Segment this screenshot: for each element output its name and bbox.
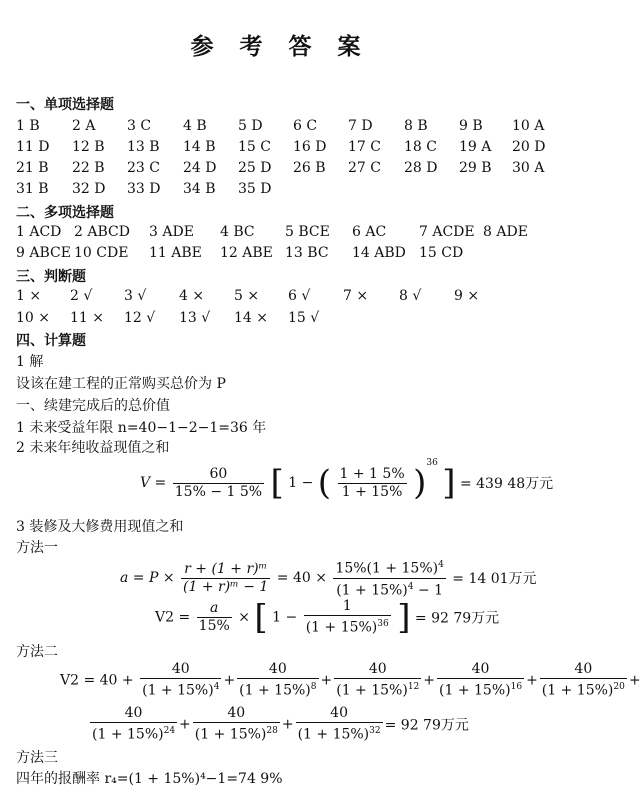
eq3-den: 15% [198, 617, 230, 634]
answer-item: 11 D [16, 139, 50, 155]
answer-item: 8 B [404, 118, 428, 134]
answer-item: 5 BCE [285, 224, 330, 240]
equation-a [120, 557, 537, 599]
sum-term-exp: 16 [510, 682, 523, 692]
answer-item: 12 √ [124, 310, 156, 326]
eq2-den2: (1 + 15%) [336, 582, 408, 599]
sum-term-exp: 8 [310, 682, 317, 692]
answer-item: 9 ABCE [16, 245, 71, 261]
answer-row [16, 160, 556, 178]
sum-term-base: (1 + 15%) [92, 726, 164, 743]
answer-row [16, 139, 556, 157]
calc-item2: 2 未来年纯收益现值之和 [16, 440, 170, 456]
plus-sign: + [320, 672, 333, 689]
sum-term-base: (1 + 15%) [239, 682, 311, 699]
eq2-den: (1 + r)ᵐ − 1 [183, 578, 269, 595]
answer-item: 10 A [512, 118, 545, 134]
answer-item: 15 √ [288, 310, 320, 326]
method1-label: 方法一 [16, 540, 58, 556]
plus-sign: + [526, 672, 538, 689]
eq1-inner-num: 1 + 1 5% [339, 465, 405, 482]
answer-item: 16 D [293, 139, 327, 155]
answer-item: 13 √ [179, 310, 211, 326]
answer-item: 33 D [127, 181, 161, 197]
answer-item: 8 √ [399, 288, 422, 304]
answer-item: 15 C [238, 139, 271, 155]
sum-term-num: 40 [237, 661, 318, 679]
eq2-den2-exp: 4 [407, 581, 414, 592]
answer-item: 7 D [348, 118, 373, 134]
eq3-result: = 92 79万元 [414, 610, 500, 627]
eq3-den2-exp: 36 [377, 619, 389, 629]
calc-item1: 1 未来受益年限 n=40−1−2−1=36 年 [16, 420, 267, 436]
sum-term [140, 661, 221, 700]
eq1-exp: 36 [426, 458, 438, 468]
equation-v: V = $\frac{60}{15\% - 1 5\%}$ [ 1 − ( $\frac{1 + 1 5\%}{1 + 15\%}$ )$^{36}$ ] = 439 48万元 [140, 458, 554, 503]
answer-item: 10 CDE [74, 245, 129, 261]
answer-row [16, 310, 556, 328]
calc-part1: 一、续建完成后的总价值 [16, 398, 170, 414]
answer-row [16, 118, 556, 136]
section-multi-choice: 二、多项选择题 [16, 205, 114, 221]
eq1-result: = 439 48万元 [459, 476, 554, 492]
answer-item: 23 C [127, 160, 160, 176]
method3-label: 方法三 [16, 750, 58, 766]
answer-item: 4 B [183, 118, 207, 134]
sum-term-base: (1 + 15%) [439, 682, 511, 699]
sum-term-exp: 20 [613, 682, 625, 692]
answer-row [16, 224, 556, 242]
answer-item: 32 D [72, 181, 106, 197]
answer-item: 22 B [72, 160, 105, 176]
answer-item: 1 B [16, 118, 40, 134]
sum-term [437, 661, 524, 700]
answer-item: 9 × [454, 288, 480, 304]
sum-term [193, 705, 280, 744]
eq2-result: = 14 01万元 [452, 571, 537, 588]
sum-term [237, 661, 318, 700]
answer-item: 18 C [404, 139, 437, 155]
answer-row [16, 245, 556, 263]
answer-item: 6 √ [288, 288, 311, 304]
eq2-mid: = 40 × [276, 570, 327, 587]
sum-term-base: (1 + 15%) [142, 682, 214, 699]
answer-item: 27 C [348, 160, 381, 176]
plus-sign: + [179, 716, 191, 733]
sum-term-num: 40 [437, 661, 524, 679]
answer-item: 12 ABE [220, 245, 273, 261]
answer-item: 20 D [512, 139, 546, 155]
answer-item: 13 BC [285, 245, 329, 261]
eq3-den2: (1 + 15%) [305, 619, 378, 636]
answer-item: 26 B [293, 160, 326, 176]
answer-item: 13 B [127, 139, 160, 155]
eq2-lhs: a = P × [120, 570, 175, 587]
answer-item: 9 B [459, 118, 483, 134]
answer-item: 35 D [238, 181, 272, 197]
answer-item: 24 D [183, 160, 217, 176]
calc-item3: 3 装修及大修费用现值之和 [16, 519, 184, 535]
plus-sign: + [281, 716, 294, 733]
answer-item: 3 √ [124, 288, 147, 304]
answer-row [16, 288, 556, 306]
answer-item: 14 × [234, 310, 268, 326]
answer-item: 2 √ [70, 288, 93, 304]
sum-term-exp: 4 [213, 682, 220, 692]
answer-item: 2 A [72, 118, 96, 134]
plus-sign: + [423, 672, 436, 689]
answer-item: 3 ADE [149, 224, 194, 240]
eq2-den2-tail: − 1 [413, 582, 444, 599]
sum-term-num: 40 [140, 661, 221, 679]
sum-term [334, 661, 421, 700]
eq1-one-minus: 1 − [288, 475, 314, 491]
rate-line: 四年的报酬率 r₄=(1 + 15%)⁴−1=74 9% [16, 771, 283, 787]
answer-item: 3 C [127, 118, 152, 134]
sum-term-base: (1 + 15%) [541, 682, 614, 699]
section-single-choice: 一、单项选择题 [16, 97, 114, 113]
eq3-one-minus: 1 − [272, 609, 298, 626]
eq3-num: a [197, 600, 232, 618]
section-judge: 三、判断题 [16, 269, 86, 285]
answer-row [16, 181, 556, 199]
answer-item: 6 C [293, 118, 318, 134]
equation-v2: V2 = $\frac{a}{15\%}$ × [ 1 − $\frac{1}{(1 + 15\%)^{36}}$ ] = 92 79万元 [155, 597, 500, 638]
eq1-num: 60 [173, 466, 264, 484]
method2-label: 方法二 [16, 644, 58, 660]
answer-item: 25 D [238, 160, 272, 176]
eq1-inner-den: 1 + 15% [341, 483, 403, 500]
answer-item: 11 × [70, 310, 104, 326]
calc-assume: 设该在建工程的正常购买总价为 P [16, 376, 226, 392]
answer-item: 30 A [512, 160, 545, 176]
equation-v2-sum-line1 [60, 661, 641, 700]
eq2-num: r + (1 + r)ᵐ [181, 561, 270, 579]
equation-v2-sum-line2 [88, 705, 469, 744]
answer-item: 1 ACD [16, 224, 62, 240]
answer-item: 15 CD [419, 245, 464, 261]
sum-term-exp: 12 [407, 682, 420, 692]
eq1-lhs: V = [140, 475, 167, 491]
answer-item: 29 B [459, 160, 492, 176]
sum-term-num: 40 [193, 705, 280, 723]
sum-term-num: 40 [334, 661, 421, 679]
sum-term-base: (1 + 15%) [297, 726, 370, 743]
sum-term [90, 705, 177, 744]
eq2-num2: 15%(1 + 15%) [335, 560, 439, 577]
answer-item: 6 AC [352, 224, 387, 240]
sum-term [296, 705, 383, 744]
eq1-den: 15% − 1 5% [174, 483, 263, 500]
eq4-lhs: V2 = 40 + [60, 672, 134, 689]
answer-item: 7 × [343, 288, 369, 304]
eq3-times: × [238, 609, 250, 626]
answer-item: 2 ABCD [74, 224, 130, 240]
answer-item: 7 ACDE [419, 224, 475, 240]
eq4-result: = 92 79万元 [384, 717, 469, 734]
answer-item: 8 ADE [483, 224, 528, 240]
answer-item: 34 B [183, 181, 216, 197]
sum-term-num: 40 [90, 705, 177, 723]
answer-item: 4 × [179, 288, 205, 304]
answer-item: 28 D [404, 160, 438, 176]
eq3-lhs: V2 = [155, 609, 191, 626]
plus-sign: + [628, 672, 641, 689]
sum-term-num: 40 [540, 661, 627, 679]
answer-item: 14 B [183, 139, 216, 155]
sum-term-exp: 32 [369, 726, 381, 736]
answer-item: 5 × [234, 288, 260, 304]
section-calc: 四、计算题 [16, 333, 86, 349]
sum-term-exp: 24 [163, 726, 176, 736]
answer-item: 11 ABE [149, 245, 202, 261]
answer-item: 5 D [238, 118, 263, 134]
answer-item: 31 B [16, 181, 49, 197]
sum-term-base: (1 + 15%) [194, 726, 267, 743]
eq2-num2-exp: 4 [438, 560, 444, 570]
sum-term-exp: 28 [266, 726, 278, 736]
answer-item: 1 × [16, 288, 42, 304]
sum-term-base: (1 + 15%) [336, 682, 408, 699]
page-title: 参 考 答 案 [190, 33, 370, 60]
answer-item: 21 B [16, 160, 49, 176]
answer-item: 10 × [16, 310, 50, 326]
sum-term [540, 661, 627, 700]
answer-item: 17 C [348, 139, 381, 155]
answer-item: 4 BC [220, 224, 255, 240]
sum-term-num: 40 [296, 705, 383, 723]
calc-q1: 1 解 [16, 354, 44, 370]
plus-sign: + [223, 672, 236, 689]
answer-item: 12 B [72, 139, 105, 155]
answer-item: 19 A [459, 139, 492, 155]
answer-item: 14 ABD [352, 245, 406, 261]
eq3-num2: 1 [304, 598, 391, 616]
